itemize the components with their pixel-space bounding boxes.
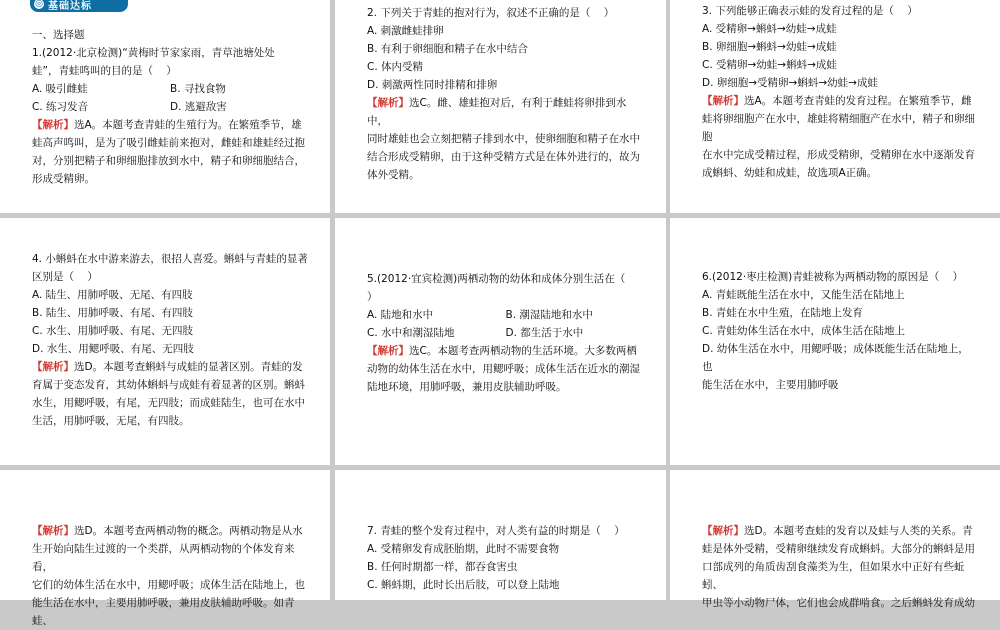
option-a[interactable]: A. 受精卵发育成胚胎期，此时不需要食物 (367, 543, 560, 555)
panel-q7 (335, 470, 666, 600)
option-d[interactable]: D. 卵细胞→受精卵→蝌蚪→幼蛙→成蛙 (702, 77, 878, 89)
question-text: 1.(2012·北京检测)“黄梅时节家家雨，青草池塘处处 (32, 47, 275, 59)
q5-content (367, 270, 644, 396)
explanation-text: 它们的幼体生活在水中，用鳃呼吸；成体生活在陆地上，也 (32, 579, 305, 591)
question-text: 蛙”，青蛙鸣叫的目的是（ ） (32, 65, 177, 77)
analysis-tag: 【解析】 (32, 119, 74, 131)
explanation-text: 蛙是体外受精，受精卵继续发育成蝌蚪。大部分的蝌蚪是用 (702, 543, 975, 555)
explanation-text: 水生，用鳃呼吸，有尾，无四肢；而成蛙陆生，也可在水中 (32, 397, 305, 409)
analysis-tag: 【解析】 (32, 525, 74, 537)
option-row (32, 80, 308, 98)
section-heading: 一、选择题 (32, 29, 85, 41)
explanation-line (367, 94, 644, 130)
question-text: 4. 小蝌蚪在水中游来游去，很招人喜爱。蝌蚪与青蛙的显著 (32, 253, 308, 265)
question-text: 区别是（ ） (32, 271, 98, 283)
explanation-text: 蛙将卵细胞产在水中，雄蛙将精细胞产在水中，精子和卵细胞 (702, 113, 975, 143)
q7-analysis-content (702, 522, 978, 612)
panel-q2 (335, 0, 666, 213)
explanation-text: 结合形成受精卵，由于这种受精方式是在体外进行的，故为 (367, 151, 640, 163)
q7-content (367, 522, 644, 594)
option-d[interactable]: D. 水生、用鳃呼吸、有尾、无四肢 (32, 343, 194, 355)
explanation-text: 育属于变态发育，其幼体蝌蚪与成蛙有着显著的区别。蝌蚪 (32, 379, 305, 391)
explanation-line (32, 116, 308, 134)
question-text: 7. 青蛙的整个发育过程中，对人类有益的时期是（ ） (367, 525, 625, 537)
question-text: 2. 下列关于青蛙的抱对行为，叙述不正确的是（ ） (367, 7, 615, 19)
explanation-text: 选A。本题考查青蛙的发育过程。在繁殖季节，雌 (744, 95, 972, 107)
panel-q6 (670, 218, 1000, 465)
book-icon: ◎ (35, 0, 43, 9)
explanation-text: 生活，用肺呼吸，无尾，有四肢。 (32, 415, 190, 427)
explanation-line (702, 92, 978, 110)
explanation-text: 选D。本题考查蛙的发育以及蛙与人类的关系。青 (744, 525, 973, 537)
option-c[interactable]: C. 蝌蚪期，此时长出后肢，可以登上陆地 (367, 579, 560, 591)
panel-q1 (0, 0, 330, 213)
panel-q5 (335, 218, 666, 465)
explanation-text: 动物的幼体生活在水中，用鳃呼吸；成体生活在近水的潮湿 (367, 363, 640, 375)
option-d[interactable]: D. 都生活于水中 (505, 327, 584, 339)
option-b[interactable]: B. 有利于卵细胞和精子在水中结合 (367, 43, 528, 55)
option-c[interactable]: C. 水生、用肺呼吸、有尾、无四肢 (32, 325, 194, 337)
panel-q3 (670, 0, 1000, 213)
option-c[interactable]: C. 练习发音 (32, 101, 89, 113)
question-text: 3. 下列能够正确表示蛙的发育过程的是（ ） (702, 5, 918, 17)
option-b[interactable]: B. 潮湿陆地和水中 (505, 309, 593, 321)
explanation-text: 选C。雌、雄蛙抱对后，有利于雌蛙将卵排到水中， (367, 97, 627, 127)
analysis-tag: 【解析】 (367, 345, 409, 357)
explanation-text: 生开始向陆生过渡的一个类群，从两栖动物的个体发育来看， (32, 543, 295, 573)
q1-content (32, 26, 308, 188)
option-b[interactable]: B. 青蛙在水中生殖，在陆地上发育 (702, 307, 863, 319)
explanation-text: 能生活在水中，主要用肺呼吸，兼用皮肤辅助呼吸。如青蛙、 (32, 597, 295, 627)
explanation-text: 甲虫等小动物尸体，它们也会成群啃食。之后蝌蚪发育成幼 (702, 597, 975, 609)
option-a[interactable]: A. 受精卵→蝌蚪→幼蛙→成蛙 (702, 23, 837, 35)
explanation-text: 在水中完成受精过程，形成受精卵，受精卵在水中逐渐发育 (702, 149, 975, 161)
option-d-cont: 能生活在水中，主要用肺呼吸 (702, 379, 839, 391)
badge-text: 基础达标 (48, 0, 92, 12)
option-a[interactable]: A. 刺激雌蛙排卵 (367, 25, 444, 37)
question-text: 6.(2012·枣庄检测)青蛙被称为两栖动物的原因是（ ） (702, 271, 964, 283)
option-b[interactable]: B. 陆生、用肺呼吸、有尾、有四肢 (32, 307, 193, 319)
option-b[interactable]: B. 寻找食物 (170, 83, 226, 95)
explanation-text: 陆地环境，用肺呼吸，兼用皮肤辅助呼吸。 (367, 381, 567, 393)
option-d[interactable]: D. 幼体生活在水中，用鳃呼吸；成体既能生活在陆地上，也 (702, 343, 969, 373)
option-d[interactable]: D. 刺激两性同时排精和排卵 (367, 79, 498, 91)
option-a[interactable]: A. 陆生、用肺呼吸、无尾、有四肢 (32, 289, 193, 301)
explanation-text: 选D。本题考查蝌蚪与成蛙的显著区别。青蛙的发 (74, 361, 303, 373)
q6-content (702, 268, 978, 394)
option-d[interactable]: D. 逃避敌害 (170, 101, 227, 113)
explanation-text: 选D。本题考查两栖动物的概念。两栖动物是从水 (74, 525, 303, 537)
panel-q4 (0, 218, 330, 465)
q2-content (367, 4, 644, 184)
option-a[interactable]: A. 吸引雌蛙 (32, 83, 88, 95)
option-b[interactable]: B. 任何时期都一样，都吞食害虫 (367, 561, 518, 573)
analysis-tag: 【解析】 (702, 95, 744, 107)
explanation-text: 蛙高声鸣叫，是为了吸引雌蛙前来抱对，雌蛙和雄蛙经过抱 (32, 137, 305, 149)
explanation-text: 选A。本题考查青蛙的生殖行为。在繁殖季节，雄 (74, 119, 302, 131)
explanation-text: 成蝌蚪、幼蛙和成蛙，故选项A正确。 (702, 167, 878, 179)
explanation-text: 形成受精卵。 (32, 173, 95, 185)
analysis-tag: 【解析】 (367, 97, 409, 109)
option-c[interactable]: C. 青蛙幼体生活在水中，成体生活在陆地上 (702, 325, 906, 337)
q3-content (702, 2, 978, 182)
option-c[interactable]: C. 体内受精 (367, 61, 424, 73)
option-a[interactable]: A. 青蛙既能生活在水中，又能生活在陆地上 (702, 289, 905, 301)
analysis-tag: 【解析】 (32, 361, 74, 373)
explanation-text: 选C。本题考查两栖动物的生活环境。大多数两栖 (409, 345, 637, 357)
question-text: ） (367, 291, 378, 303)
option-row (367, 324, 644, 342)
explanation-line (32, 358, 308, 376)
option-a[interactable]: A. 陆地和水中 (367, 309, 434, 321)
explanation-line (702, 522, 978, 540)
explanation-text: 口部成列的角质齿刮食藻类为生，但如果水中正好有些蚯蚓、 (702, 561, 965, 591)
explanation-text: 同时雄蛙也会立刻把精子排到水中，使卵细胞和精子在水中 (367, 133, 640, 145)
explanation-line (367, 342, 644, 360)
option-c[interactable]: C. 受精卵→幼蛙→蝌蚪→成蛙 (702, 59, 837, 71)
question-text: 5.(2012·宜宾检测)两栖动物的幼体和成体分别生活在（ (367, 273, 626, 285)
option-row (367, 306, 644, 324)
q4-content (32, 250, 308, 430)
section-badge (30, 0, 128, 12)
explanation-line (32, 522, 308, 540)
explanation-text: 体外受精。 (367, 169, 420, 181)
q6-analysis-content (32, 522, 308, 630)
option-c[interactable]: C. 水中和潮湿陆地 (367, 327, 455, 339)
analysis-tag: 【解析】 (702, 525, 744, 537)
panel-q6-analysis (0, 470, 330, 627)
option-b[interactable]: B. 卵细胞→蝌蚪→幼蛙→成蛙 (702, 41, 837, 53)
panel-q7-analysis (670, 470, 1000, 609)
explanation-text: 对，分别把精子和卵细胞排放到水中，精子和卵细胞结合， (32, 155, 305, 167)
option-row (32, 98, 308, 116)
